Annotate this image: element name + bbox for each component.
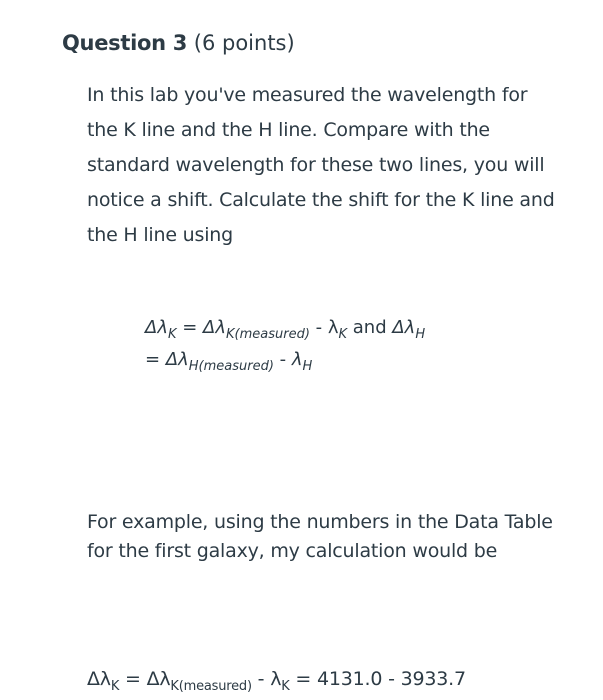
formula-sub-h-measured: H(measured)	[188, 359, 274, 374]
formula-equals: =	[176, 317, 204, 338]
formula-sub-k-measured: K(measured)	[226, 327, 310, 342]
question-text: In this lab you've measured the wavelength for the K line and the H line. Compare with the standard wavelength for these two lines, you will notice a shift. Calculate the shift for the K line and the H line using	[87, 84, 555, 246]
formula-line2-equals: =	[145, 349, 166, 370]
question-title: Question 3	[62, 31, 188, 55]
calc-delta-lambda-k-measured: Δλ	[146, 668, 171, 690]
formula-delta-lambda-h-measured: Δλ	[165, 349, 189, 370]
question-points: (6 points)	[187, 31, 295, 55]
formula-sub-h: H	[415, 327, 426, 342]
formula-delta-lambda-h: Δλ	[392, 317, 416, 338]
example-calculation	[87, 664, 466, 694]
question-header	[62, 28, 295, 58]
calc-lambda-k: λ	[270, 668, 282, 690]
formula-lambda-h: λ	[291, 349, 303, 370]
formula-sub-h-2: H	[302, 359, 313, 374]
formula-delta-lambda-k: Δλ	[145, 317, 168, 338]
formula-lambda-k: λ	[327, 317, 339, 338]
example-paragraph	[87, 508, 557, 566]
calc-sub-k-measured: K(measured)	[170, 679, 252, 694]
formula-sub-k: K	[167, 327, 177, 342]
question-body	[87, 78, 557, 253]
formula-minus: -	[309, 317, 328, 338]
calc-minus: -	[251, 668, 271, 690]
formula-delta-lambda-k-measured: Δλ	[203, 317, 226, 338]
formula-line-1	[145, 312, 425, 344]
calc-sub-k-2: K	[281, 679, 290, 694]
calc-equals: =	[119, 668, 147, 690]
example-text: For example, using the numbers in the Data Table for the first galaxy, my calculation would be	[87, 511, 553, 562]
formula-minus-2: -	[273, 349, 292, 370]
calc-result: = 4131.0 - 3933.7	[289, 668, 466, 690]
formula-sub-k-2: K	[338, 327, 348, 342]
formula-and: and	[347, 317, 393, 338]
calc-sub-k: K	[110, 679, 120, 694]
shift-formula	[145, 312, 425, 376]
formula-line-2	[145, 344, 425, 376]
calc-delta-lambda-k: Δλ	[87, 668, 111, 690]
